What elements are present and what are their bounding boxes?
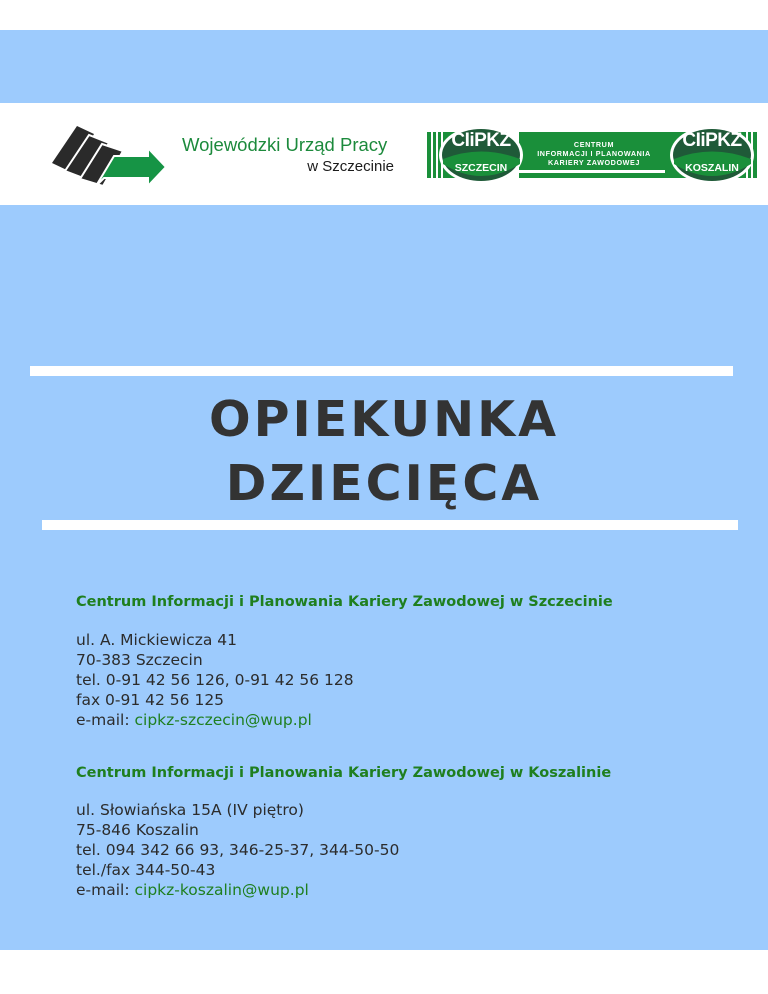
cipkz-strip-line: INFORMACJI I PLANOWANIA xyxy=(537,149,651,158)
page-title-line2: DZIECIĘCA xyxy=(225,455,543,512)
contact-fax: tel./fax 344-50-43 xyxy=(76,861,216,879)
wup-name: Wojewódzki Urząd Pracy xyxy=(182,134,388,155)
contact-address: ul. A. Mickiewicza 41 xyxy=(76,631,237,649)
contact-heading-szczecin: Centrum Informacji i Planowania Kariery Zawodowej w Szczecinie xyxy=(76,594,613,610)
email-link[interactable]: cipkz-szczecin@wup.pl xyxy=(134,711,312,729)
contact-block-koszalin xyxy=(76,800,399,900)
contact-email-row xyxy=(76,880,399,900)
cipkz-strip-line: KARIERY ZAWODOWEJ xyxy=(547,158,641,167)
cipkz-right-badge-title: CIiPKZ xyxy=(682,130,742,151)
contact-city: 70-383 Szczecin xyxy=(76,651,203,669)
title-rule-bottom xyxy=(42,520,738,530)
cipkz-right-badge-city: KOSZALIN xyxy=(685,162,739,174)
email-label: e-mail: xyxy=(76,711,135,729)
wup-subtitle: w Szczecinie xyxy=(307,158,394,175)
contact-email-row xyxy=(76,710,354,730)
email-label: e-mail: xyxy=(76,881,135,899)
cipkz-strip-line: CENTRUM xyxy=(573,140,615,149)
contact-fax: fax 0-91 42 56 125 xyxy=(76,691,225,709)
contact-heading-koszalin: Centrum Informacji i Planowania Kariery Zawodowej w Koszalinie xyxy=(76,765,612,781)
contact-address: ul. Słowiańska 15A (IV piętro) xyxy=(76,801,304,819)
title-rule-top xyxy=(30,366,733,376)
contact-phone: tel. 094 342 66 93, 346-25-37, 344-50-50 xyxy=(76,841,400,859)
cipkz-left-badge-city: SZCZECIN xyxy=(454,162,508,174)
wup-logo-icon xyxy=(52,120,172,190)
contact-city: 75-846 Koszalin xyxy=(76,821,199,839)
cipkz-strip-text xyxy=(528,140,660,167)
page-title-line1: OPIEKUNKA xyxy=(208,391,560,448)
email-link[interactable]: cipkz-koszalin@wup.pl xyxy=(134,881,309,899)
contact-phone: tel. 0-91 42 56 126, 0-91 42 56 128 xyxy=(76,671,354,689)
cipkz-left-badge-title: CIiPKZ xyxy=(451,130,511,151)
contact-block-szczecin xyxy=(76,630,354,730)
